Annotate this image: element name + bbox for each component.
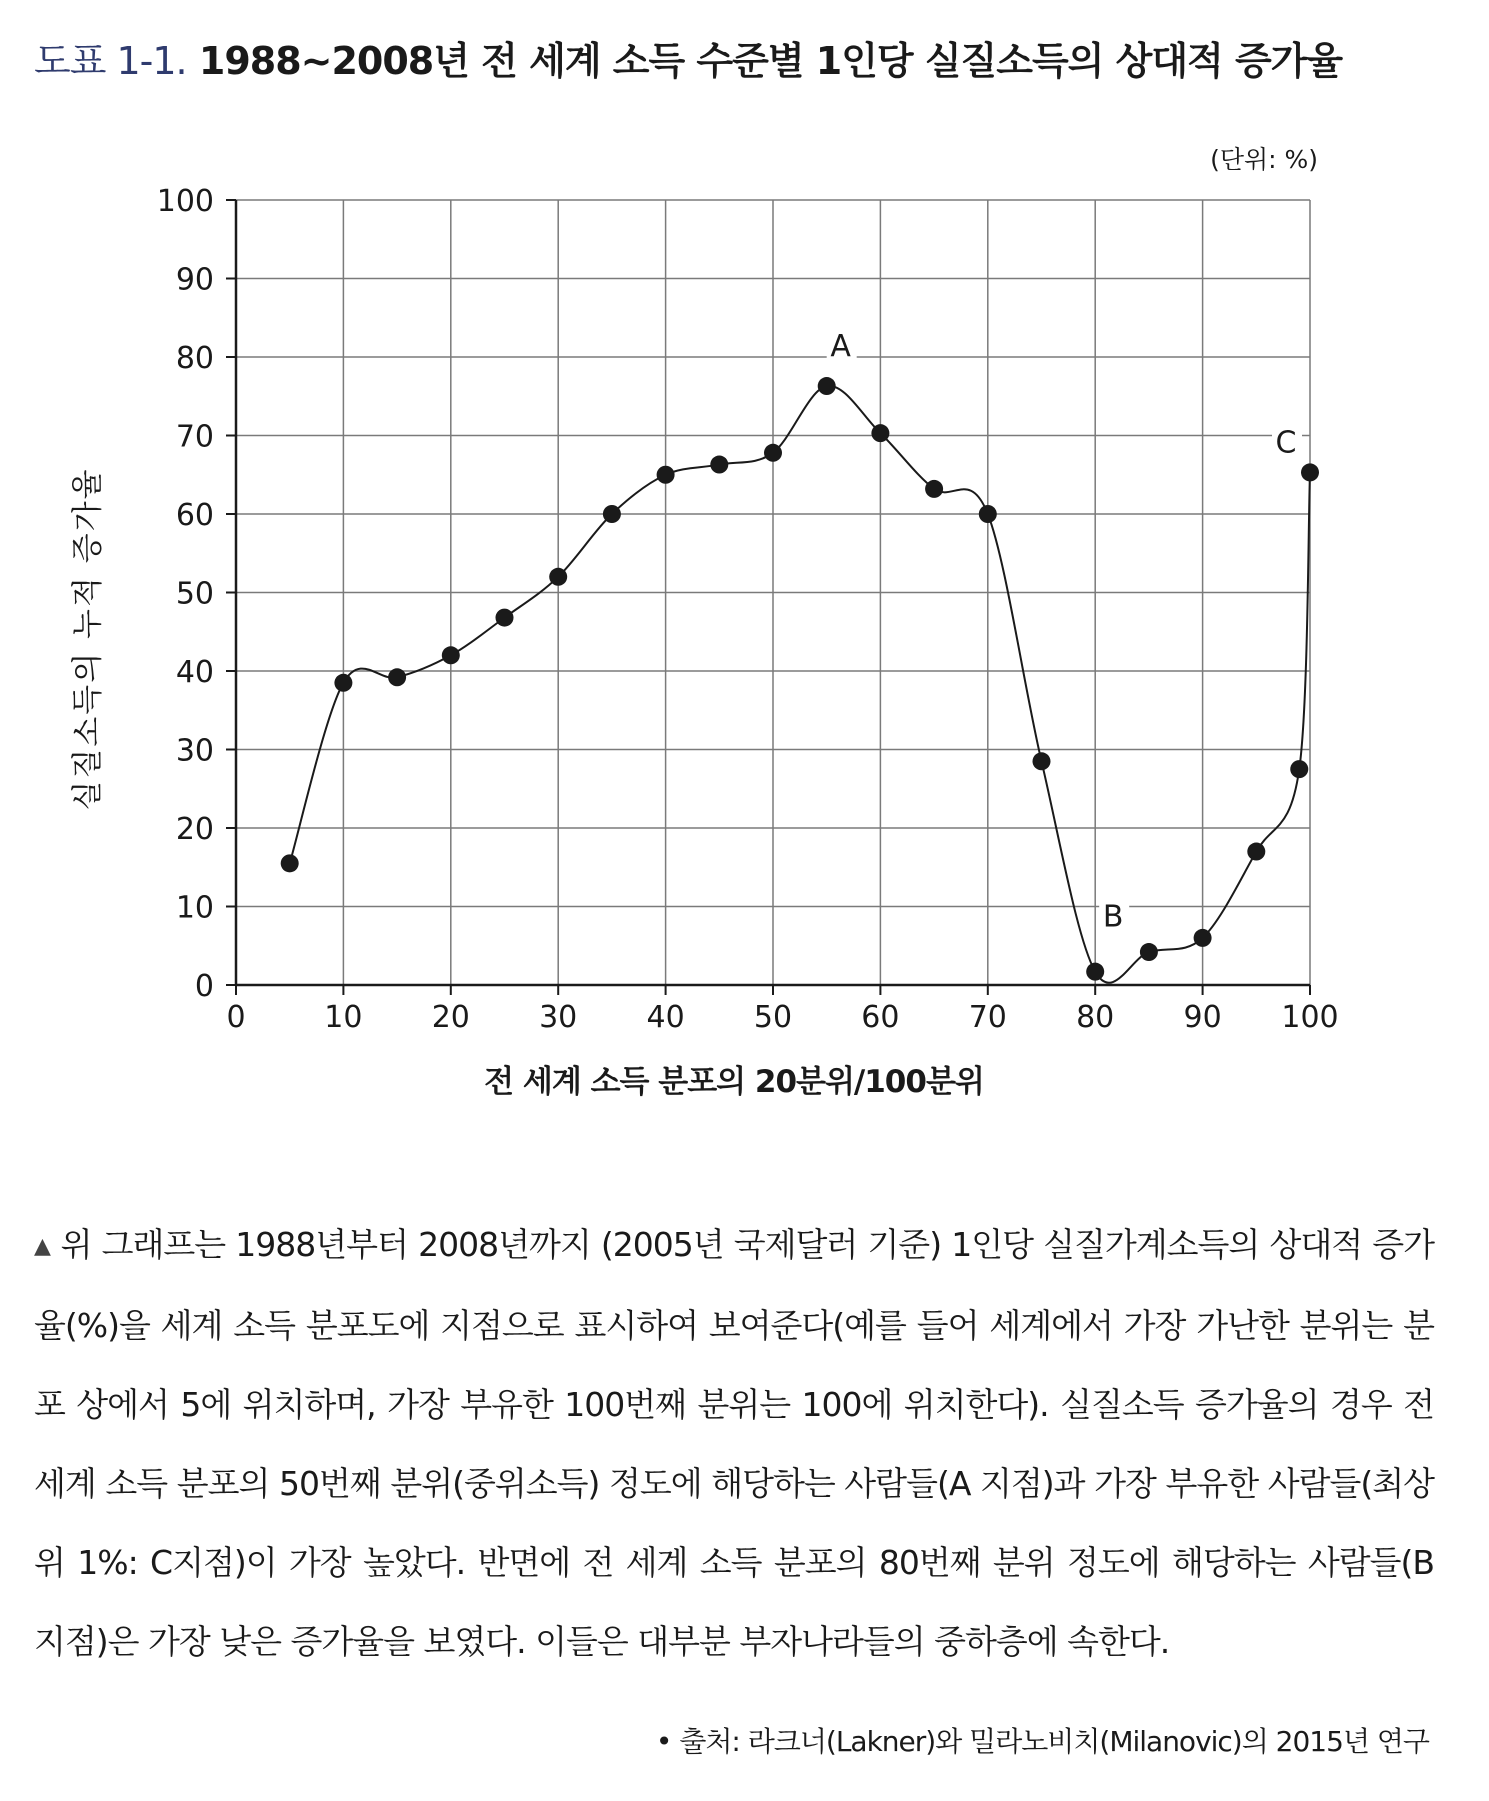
y-tick-label: 60 [175,498,214,533]
data-point [281,854,299,872]
x-tick-label: 100 [1281,1000,1339,1035]
y-tick-label: 90 [175,262,214,298]
y-tick-label: 70 [175,419,214,455]
y-tick-label: 100 [156,184,214,219]
line-chart [0,120,1489,1130]
point-annotations [827,326,1302,935]
data-point [1290,760,1308,778]
x-tick-label: 70 [968,1000,1007,1035]
data-point [1301,463,1319,481]
figure-title [34,30,1342,85]
data-point [603,505,621,523]
figure-number: 도표 1-1. [34,39,187,83]
data-point [764,444,782,462]
y-axis-label: 실질소득의 누적 증가율 [70,467,106,811]
y-tick-label: 30 [175,733,214,769]
caption-marker: ▲ [34,1234,51,1259]
x-tick-label: 50 [753,1000,793,1035]
annotation-label: C [1275,425,1297,461]
x-tick-label: 10 [324,1000,363,1035]
y-tick-label: 50 [175,576,214,612]
data-point [818,377,836,395]
annotation-label: B [1102,899,1124,935]
x-axis-label: 전 세계 소득 분포의 20분위/100분위 [484,1064,984,1100]
unit-note: (단위: %) [1210,145,1318,174]
data-points [281,377,1319,981]
x-tick-label: 0 [226,1000,246,1035]
figure-caption [34,1205,1434,1681]
data-point [442,646,460,664]
x-tick-label: 40 [646,1000,685,1035]
x-tick-label: 60 [861,1000,900,1035]
source-note: • 출처: 라크너(Lakner)와 밀라노비치(Milanovic)의 2015년 연구 [655,1725,1429,1758]
data-point [496,609,514,627]
data-point [388,668,406,686]
annotation-label: A [830,329,851,365]
caption-text: 위 그래프는 1988년부터 2008년까지 (2005년 국제달러 기준) 1인당 실질가계소득의 상대적 증가율(%)을 세계 소득 분포도에 지점으로 표시하여 보여준다(예를 들어 세계에서 가장 가난한 분위는 분포 상에서 5에 위치하며, 가장 부유한 100번째 분위는 100에 위치한다). 실질소득 증가율의 경우 전 세계 소득 분포의 50번째 분위(중위소득) 정도에 해당하는 사람들(A 지점)과 가장 부유한 사람들(최상위 1%: C지점)이 가장 높았다. 반면에 전 세계 소득 분포의 80번째 분위 정도에 해당하는 사람들(B 지점)은 가장 낮은 증가율을 보였다. 이들은 대부분 부자나라들의 중하층에 속한다. [34,1225,1434,1661]
x-tick-label: 30 [539,1000,578,1035]
y-tick-label: 10 [175,890,214,926]
chart-grid [236,200,1310,985]
chart-axes [226,200,1310,995]
data-point [334,674,352,692]
data-point [979,505,997,523]
data-point [1247,843,1265,861]
data-point [1033,752,1051,770]
data-point [925,480,943,498]
y-tick-labels [157,184,214,1004]
series-line [290,386,1310,983]
x-tick-labels [226,1000,1338,1035]
x-tick-label: 80 [1076,1000,1115,1035]
data-point [1140,943,1158,961]
data-point [710,456,728,474]
y-tick-label: 40 [175,655,214,690]
data-point [657,466,675,484]
y-tick-label: 0 [194,969,214,1004]
y-tick-label: 20 [175,812,214,847]
data-point [549,568,567,586]
y-tick-label: 80 [175,341,214,376]
data-point [1086,963,1104,981]
data-point [1194,929,1212,947]
x-tick-label: 20 [431,1000,470,1035]
figure-title-text: 1988~2008년 전 세계 소득 수준별 1인당 실질소득의 상대적 증가율 [198,39,1343,83]
data-point [871,424,889,442]
x-tick-label: 90 [1183,1000,1222,1035]
